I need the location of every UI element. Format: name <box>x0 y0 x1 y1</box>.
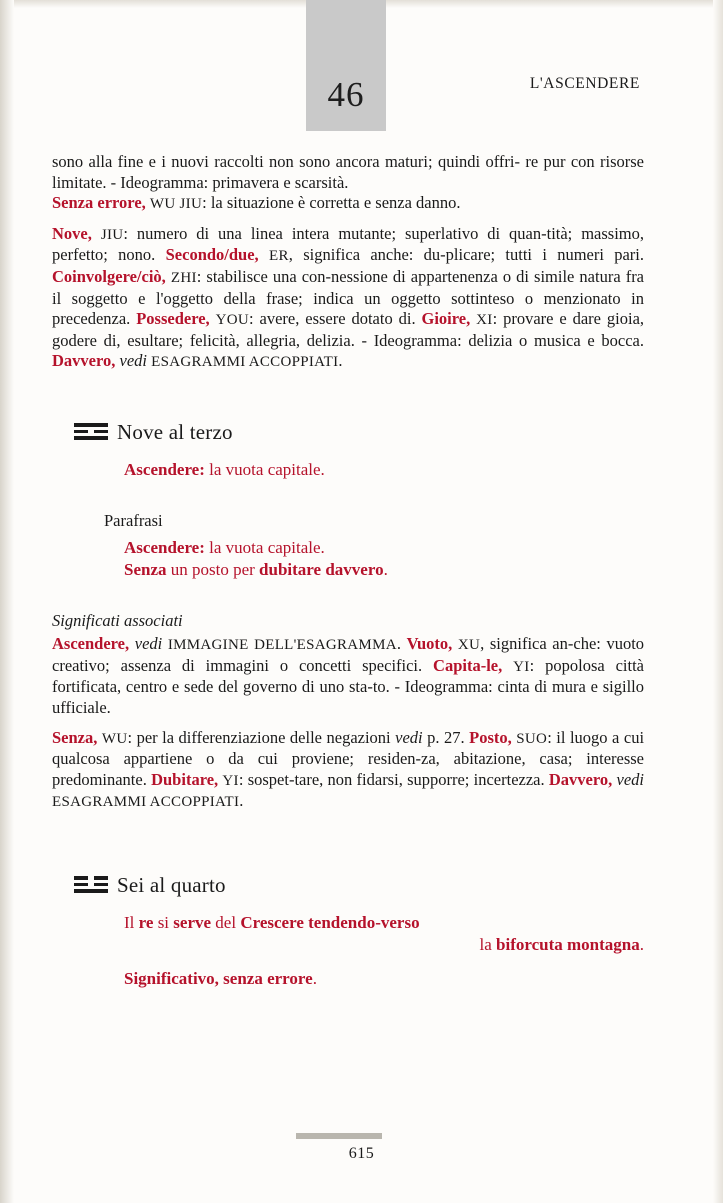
oracle-four-line-3 <box>124 968 644 990</box>
parafrasi-line-2 <box>124 559 644 581</box>
hexline-yang <box>74 436 108 440</box>
oracle-term-vuota-capitale: vuota capitale <box>225 459 321 479</box>
oracle4-period-1: . <box>639 934 644 954</box>
sig-after-immagine: . <box>396 634 407 654</box>
hexagram-line-glyph-four <box>74 876 108 895</box>
line-heading-three <box>74 420 644 445</box>
term-davvero: Davvero, <box>52 351 116 371</box>
crossref-vedi: vedi <box>119 351 147 371</box>
sig-crossref-vedi: vedi <box>134 634 163 654</box>
oracle4-term-significativo: Significativo, senza errore <box>124 968 313 988</box>
oracle-period: . <box>320 459 325 479</box>
page-edge-shadow-right <box>713 0 723 1203</box>
sig-term-ascendere: Ascendere, <box>52 634 130 654</box>
period-1: . <box>338 351 343 371</box>
parafrasi-term-ascendere: Ascendere: <box>124 537 205 557</box>
pinyin-xi: XI <box>476 312 493 329</box>
sig-pinyin-xu: XU <box>457 637 481 654</box>
top-line-1: sono alla fine e i nuovi raccolti non sono ancora maturi; quindi offri- <box>52 152 520 171</box>
significati-paragraph-2 <box>52 728 644 813</box>
sig2-term-senza: Senza, <box>52 727 98 747</box>
term-senza-errore: Senza errore, <box>52 193 146 213</box>
parafrasi-conn-2: un posto per <box>166 559 260 579</box>
oracle4-term-biforcuta-montagna: biforcuta montagna <box>496 934 640 954</box>
sig2-period: . <box>239 791 244 811</box>
sig-term-vuoto: Vuoto, <box>406 634 453 654</box>
oracle4-conn-1: Il <box>124 912 139 932</box>
oracle-four-line-2 <box>124 934 644 956</box>
paragraph-glossary <box>52 224 644 373</box>
hexline-yin <box>74 876 108 880</box>
label-parafrasi: Parafrasi <box>104 510 163 530</box>
sig-gloss-xu: , significa an-che: vuoto creativo; assenza di immagini o concetti specifici. <box>52 634 645 675</box>
pinyin-wu-jiu: WU JIU <box>149 196 203 213</box>
term-possedere: Possedere, <box>136 309 210 329</box>
term-coinvolgere: Coinvolgere/ciò, <box>52 266 166 286</box>
oracle-four-line-1 <box>124 912 644 934</box>
sig2-pinyin-yi: YI <box>222 772 239 789</box>
sig2-pinyin-suo: SUO <box>516 730 548 747</box>
page-edge-shadow-left <box>0 0 14 1203</box>
label-significati-associati: Significati associati <box>52 610 183 630</box>
pinyin-jiu: JIU <box>100 226 124 243</box>
sig2-gloss-wu: : per la differenziazione delle negazioni <box>127 727 396 747</box>
pinyin-zhi: ZHI <box>170 269 197 286</box>
sig-term-capitale: Capita-le, <box>433 655 503 675</box>
sig-crossref-immagine: IMMAGINE DELL'ESAGRAMMA <box>167 637 397 654</box>
hexline-yang <box>74 889 108 893</box>
parafrasi-period-1: . <box>320 537 325 557</box>
sig-pinyin-yi: YI <box>513 658 530 675</box>
pinyin-er: ER <box>269 248 289 265</box>
pinyin-you: YOU <box>215 312 250 329</box>
running-head: L'ASCENDERE <box>529 75 640 92</box>
oracle4-conn-3: del <box>211 912 241 932</box>
paragraph-top <box>52 152 644 215</box>
top-line-2: re pur con risorse limitate. - Ideogramma: primavera e scarsità. <box>52 152 645 192</box>
hexagram-line-glyph-three <box>74 423 108 442</box>
gloss-zhi: : stabilisce una con-nessione di appartenenza o di simile natura fra il soggetto e l'oggetto della frase; indica un oggetto sottinteso o menzionato in precedenza. <box>52 266 645 329</box>
oracle-rest: la <box>204 459 226 479</box>
significati-paragraph-1 <box>52 634 644 718</box>
oracle4-conn-4: la <box>479 934 497 954</box>
folio-rule <box>296 1133 382 1139</box>
sig2-term-posto: Posto, <box>469 727 512 747</box>
oracle4-period-2: . <box>312 968 317 988</box>
oracle4-conn-2: si <box>153 912 174 932</box>
oracle4-term-serve: serve <box>173 912 212 932</box>
sig2-page-ref: p. 27. <box>422 727 470 747</box>
sig2-term-davvero: Davvero, <box>548 769 613 789</box>
sig2-crossref-vedi-2: vedi <box>616 769 644 789</box>
hexline-yin <box>74 430 108 434</box>
page-content <box>52 152 644 990</box>
hexagram-number-block <box>306 0 386 131</box>
sig2-gloss-suo: : il luogo a cui qualcosa appartiene o da cui proviene; residen-za, abitazione, casa; interesse predominante. <box>52 727 645 789</box>
sig2-gloss-yi: : sospet-tare, non fidarsi, supporre; incertezza. <box>238 769 549 789</box>
gloss-jiu: : numero di una linea intera mutante; superlativo di quan-tità; massimo, perfetto; nono. <box>52 223 644 265</box>
sig2-term-dubitare: Dubitare, <box>151 769 219 789</box>
oracle-term-ascendere: Ascendere: <box>124 459 205 479</box>
gloss-you: : avere, essere dotato di. <box>249 309 422 329</box>
sig2-crossref-esagrammi: ESAGRAMMI ACCOPPIATI <box>52 794 240 811</box>
parafrasi-line-1 <box>124 537 644 559</box>
line-title-four: Sei al quarto <box>117 872 226 897</box>
line-heading-four <box>74 873 644 898</box>
parafrasi-period-2: . <box>383 559 388 579</box>
hexline-yin <box>74 883 108 887</box>
oracle4-term-crescere: Crescere tendendo-verso <box>240 912 420 932</box>
sig2-crossref-vedi: vedi <box>395 727 423 747</box>
sig2-pinyin-wu: WU <box>101 730 128 747</box>
term-secondo-due: Secondo/due, <box>165 245 259 265</box>
gloss-er: , significa anche: du-plicare; tutti i numeri pari. <box>288 245 645 265</box>
parafrasi-conn-1: la <box>204 537 226 557</box>
parafrasi-term-senza: Senza <box>124 559 167 579</box>
parafrasi-term-vuota-capitale: vuota capitale <box>225 537 321 557</box>
hexagram-number: 46 <box>327 75 365 114</box>
parafrasi-term-dubitare-davvero: dubitare davvero <box>259 559 384 579</box>
hexline-yang <box>74 423 108 427</box>
gloss-wu-jiu: : la situazione è corretta e senza danno. <box>202 193 461 213</box>
term-gioire: Gioire, <box>421 309 471 329</box>
page-number: 615 <box>348 1145 375 1162</box>
crossref-esagrammi-accoppiati: ESAGRAMMI ACCOPPIATI <box>151 354 339 371</box>
gloss-xi: : provare e dare gioia, godere di, esultare; felicità, allegria, delizia. - Ideogramma: delizia o musica e bocca. <box>52 309 645 350</box>
oracle-text-three <box>124 459 644 481</box>
sig-gloss-yi: : popolosa città fortificata, centro e sede del governo di uno sta-to. - Ideogramma: cinta di mura e sigillo ufficiale. <box>52 655 644 717</box>
term-nove: Nove, <box>52 223 92 243</box>
line-title-three: Nove al terzo <box>117 419 233 444</box>
oracle4-term-re: re <box>138 912 154 932</box>
